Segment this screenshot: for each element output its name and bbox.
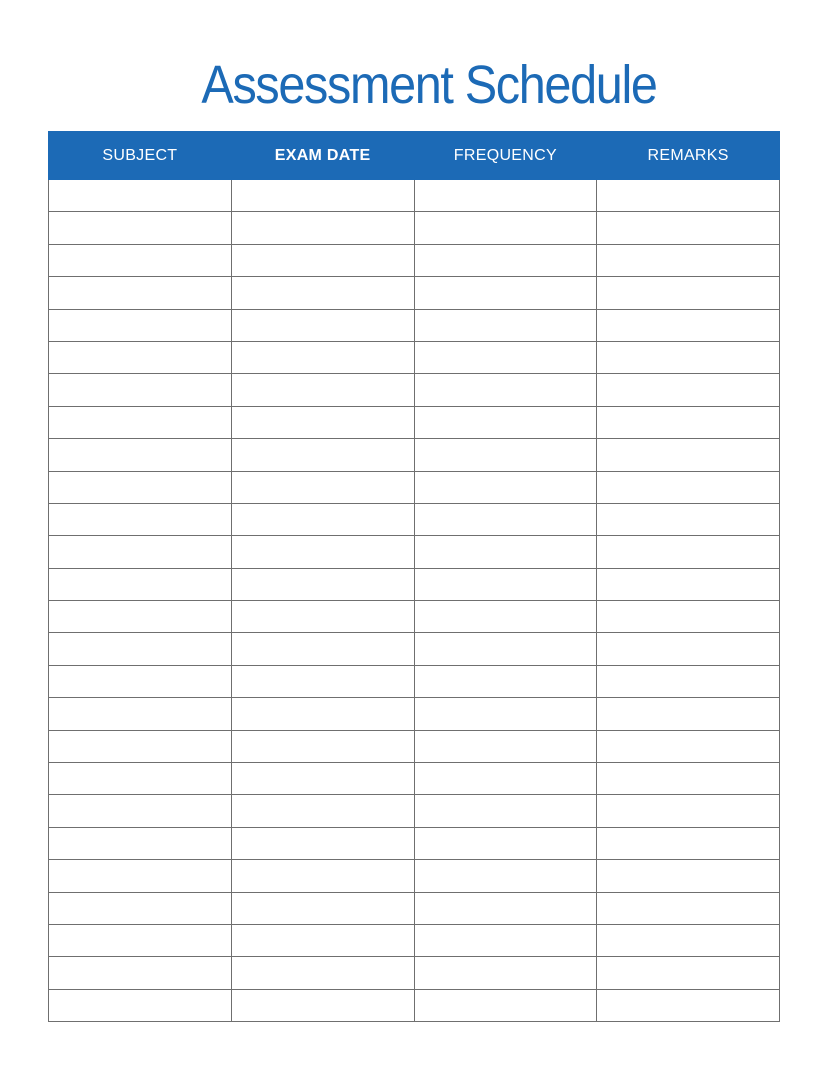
table-cell-frequency[interactable] — [414, 471, 597, 503]
table-cell-remarks[interactable] — [597, 212, 780, 244]
table-cell-frequency[interactable] — [414, 601, 597, 633]
page-title: Assessment Schedule — [201, 55, 657, 115]
table-cell-frequency[interactable] — [414, 763, 597, 795]
table-cell-subject[interactable] — [49, 309, 232, 341]
table-cell-exam-date[interactable] — [231, 536, 414, 568]
table-row — [49, 989, 780, 1021]
table-cell-remarks[interactable] — [597, 277, 780, 309]
table-cell-exam-date[interactable] — [231, 633, 414, 665]
table-cell-remarks[interactable] — [597, 924, 780, 956]
table-body — [49, 180, 780, 1022]
table-cell-exam-date[interactable] — [231, 763, 414, 795]
table-cell-frequency[interactable] — [414, 503, 597, 535]
table-cell-exam-date[interactable] — [231, 892, 414, 924]
table-cell-exam-date[interactable] — [231, 698, 414, 730]
table-row — [49, 698, 780, 730]
column-header-exam-date: EXAM DATE — [231, 132, 414, 180]
table-cell-frequency[interactable] — [414, 989, 597, 1021]
table-cell-exam-date[interactable] — [231, 827, 414, 859]
table-cell-frequency[interactable] — [414, 957, 597, 989]
table-cell-remarks[interactable] — [597, 665, 780, 697]
table-row — [49, 309, 780, 341]
table-row — [49, 439, 780, 471]
table-cell-subject[interactable] — [49, 471, 232, 503]
table-cell-subject[interactable] — [49, 698, 232, 730]
table-row — [49, 536, 780, 568]
table-cell-frequency[interactable] — [414, 341, 597, 373]
table-cell-subject[interactable] — [49, 536, 232, 568]
table-cell-remarks[interactable] — [597, 795, 780, 827]
table-row — [49, 601, 780, 633]
column-header-subject: SUBJECT — [49, 132, 232, 180]
table-cell-remarks[interactable] — [597, 763, 780, 795]
table-cell-frequency[interactable] — [414, 924, 597, 956]
table-cell-exam-date[interactable] — [231, 601, 414, 633]
table-cell-subject[interactable] — [49, 212, 232, 244]
table-cell-remarks[interactable] — [597, 860, 780, 892]
table-cell-exam-date[interactable] — [231, 568, 414, 600]
table-row — [49, 730, 780, 762]
table-cell-subject[interactable] — [49, 503, 232, 535]
table-cell-remarks[interactable] — [597, 536, 780, 568]
assessment-schedule-table — [48, 131, 780, 1022]
table-cell-subject[interactable] — [49, 989, 232, 1021]
table-cell-frequency[interactable] — [414, 536, 597, 568]
table-cell-frequency[interactable] — [414, 892, 597, 924]
table-row — [49, 633, 780, 665]
table-cell-remarks[interactable] — [597, 309, 780, 341]
table-cell-exam-date[interactable] — [231, 244, 414, 276]
table-cell-frequency[interactable] — [414, 374, 597, 406]
table-cell-subject[interactable] — [49, 374, 232, 406]
table-row — [49, 212, 780, 244]
table-cell-exam-date[interactable] — [231, 374, 414, 406]
table-cell-subject[interactable] — [49, 406, 232, 438]
table-row — [49, 827, 780, 859]
table-cell-subject[interactable] — [49, 924, 232, 956]
table-cell-frequency[interactable] — [414, 244, 597, 276]
table-cell-remarks[interactable] — [597, 244, 780, 276]
table-cell-exam-date[interactable] — [231, 406, 414, 438]
table-cell-exam-date[interactable] — [231, 665, 414, 697]
table-cell-frequency[interactable] — [414, 277, 597, 309]
table-cell-frequency[interactable] — [414, 406, 597, 438]
table-cell-subject[interactable] — [49, 665, 232, 697]
table-row — [49, 341, 780, 373]
table-header-row — [49, 132, 780, 180]
table-row — [49, 277, 780, 309]
table-cell-frequency[interactable] — [414, 665, 597, 697]
table-cell-exam-date[interactable] — [231, 989, 414, 1021]
table-cell-subject[interactable] — [49, 633, 232, 665]
table-cell-remarks[interactable] — [597, 827, 780, 859]
table-cell-exam-date[interactable] — [231, 309, 414, 341]
table-cell-remarks[interactable] — [597, 341, 780, 373]
table-cell-subject[interactable] — [49, 341, 232, 373]
table-cell-exam-date[interactable] — [231, 860, 414, 892]
table-cell-remarks[interactable] — [597, 601, 780, 633]
table-cell-frequency[interactable] — [414, 439, 597, 471]
table-cell-remarks[interactable] — [597, 989, 780, 1021]
table-row — [49, 471, 780, 503]
table-cell-remarks[interactable] — [597, 439, 780, 471]
table-cell-subject[interactable] — [49, 277, 232, 309]
column-header-remarks: REMARKS — [597, 132, 780, 180]
table-cell-remarks[interactable] — [597, 180, 780, 212]
table-cell-frequency[interactable] — [414, 795, 597, 827]
table-cell-remarks[interactable] — [597, 471, 780, 503]
table-cell-frequency[interactable] — [414, 827, 597, 859]
table-cell-frequency[interactable] — [414, 309, 597, 341]
table-cell-exam-date[interactable] — [231, 439, 414, 471]
table-cell-remarks[interactable] — [597, 892, 780, 924]
column-header-frequency: FREQUENCY — [414, 132, 597, 180]
table-cell-subject[interactable] — [49, 244, 232, 276]
table-cell-remarks[interactable] — [597, 730, 780, 762]
table-cell-remarks[interactable] — [597, 374, 780, 406]
table-cell-exam-date[interactable] — [231, 730, 414, 762]
table-cell-subject[interactable] — [49, 892, 232, 924]
table-cell-exam-date[interactable] — [231, 957, 414, 989]
table-cell-exam-date[interactable] — [231, 795, 414, 827]
table-cell-frequency[interactable] — [414, 568, 597, 600]
table-cell-subject[interactable] — [49, 439, 232, 471]
table-row — [49, 374, 780, 406]
table-cell-exam-date[interactable] — [231, 471, 414, 503]
table-cell-subject[interactable] — [49, 568, 232, 600]
table-cell-exam-date[interactable] — [231, 503, 414, 535]
table-cell-subject[interactable] — [49, 957, 232, 989]
table-cell-subject[interactable] — [49, 601, 232, 633]
table-cell-exam-date[interactable] — [231, 277, 414, 309]
table-cell-exam-date[interactable] — [231, 212, 414, 244]
table-cell-remarks[interactable] — [597, 406, 780, 438]
table-cell-remarks[interactable] — [597, 633, 780, 665]
table-cell-frequency[interactable] — [414, 698, 597, 730]
table-row — [49, 665, 780, 697]
table-cell-frequency[interactable] — [414, 180, 597, 212]
table-row — [49, 892, 780, 924]
table-cell-frequency[interactable] — [414, 730, 597, 762]
table-cell-subject[interactable] — [49, 180, 232, 212]
table-row — [49, 957, 780, 989]
table-cell-subject[interactable] — [49, 795, 232, 827]
table-row — [49, 503, 780, 535]
table-row — [49, 568, 780, 600]
table-cell-remarks[interactable] — [597, 503, 780, 535]
table-row — [49, 180, 780, 212]
table-row — [49, 795, 780, 827]
table-cell-exam-date[interactable] — [231, 341, 414, 373]
table-cell-subject[interactable] — [49, 763, 232, 795]
table-cell-frequency[interactable] — [414, 212, 597, 244]
table-row — [49, 763, 780, 795]
table-row — [49, 924, 780, 956]
table-cell-remarks[interactable] — [597, 957, 780, 989]
table-cell-remarks[interactable] — [597, 568, 780, 600]
table-cell-frequency[interactable] — [414, 860, 597, 892]
table-row — [49, 406, 780, 438]
table-cell-subject[interactable] — [49, 827, 232, 859]
table-cell-remarks[interactable] — [597, 698, 780, 730]
table-row — [49, 860, 780, 892]
table-cell-frequency[interactable] — [414, 633, 597, 665]
table-cell-subject[interactable] — [49, 730, 232, 762]
table-cell-exam-date[interactable] — [231, 924, 414, 956]
table-cell-subject[interactable] — [49, 860, 232, 892]
table-cell-exam-date[interactable] — [231, 180, 414, 212]
table-row — [49, 244, 780, 276]
